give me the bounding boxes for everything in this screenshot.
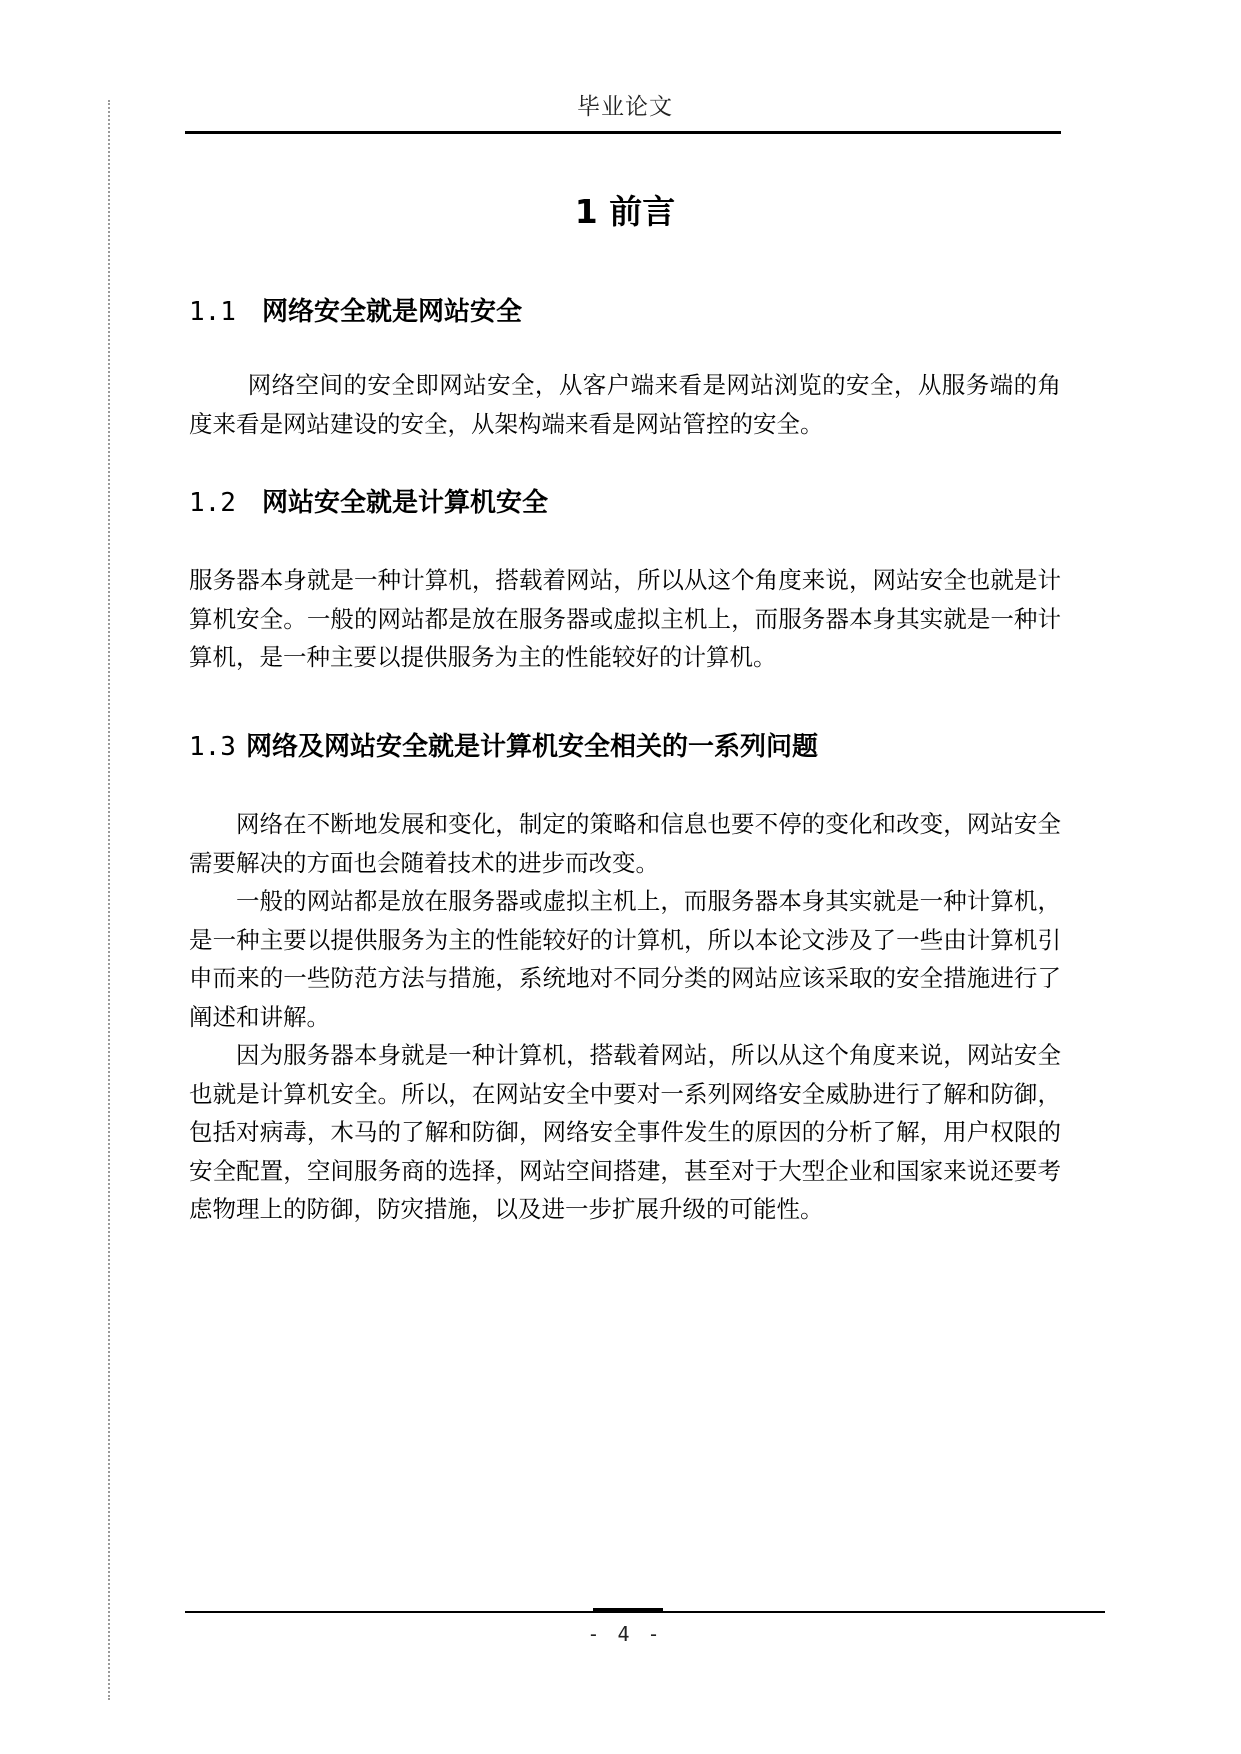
section-number: 1.1 [189, 297, 236, 327]
body-paragraph: 因为服务器本身就是一种计算机，搭载着网站，所以从这个角度来说，网站安全也就是计算机安全。所以，在网站安全中要对一系列网络安全威胁进行了解和防御，包括对病毒，木马的了解和防御，网络安全事件发生的原因的分析了解，用户权限的安全配置，空间服务商的选择，网站空间搭建，甚至对于大型企业和国家来说还要考虑物理上的防御，防灾措施，以及进一步扩展升级的可能性。 [189, 1041, 1061, 1223]
section-heading-1-1 [189, 291, 522, 328]
body-paragraph: 一般的网站都是放在服务器或虚拟主机上，而服务器本身其实就是一种计算机，是一种主要以提供服务为主的性能较好的计算机，所以本论文涉及了一些由计算机引申而来的一些防范方法与措施，系统地对不同分类的网站应该采取的安全措施进行了阐述和讲解。 [189, 887, 1061, 1031]
page-number: - 4 - [587, 1622, 663, 1646]
section-number: 1.3 [189, 732, 236, 762]
section-title: 网站安全就是计算机安全 [261, 488, 548, 518]
section-title: 网络及网站安全就是计算机安全相关的一系列问题 [245, 732, 818, 762]
binding-dotted-line [108, 100, 110, 1700]
body-paragraph: 服务器本身就是一种计算机，搭载着网站，所以从这个角度来说，网站安全也就是计算机安全。一般的网站都是放在服务器或虚拟主机上，而服务器本身其实就是一种计算机，是一种主要以提供服务为主的性能较好的计算机。 [189, 566, 1061, 671]
header-rule [185, 131, 1061, 134]
footer-rule [185, 1611, 1105, 1613]
section-number: 1.2 [189, 488, 236, 518]
section-title: 网络安全就是网站安全 [261, 297, 522, 327]
section-heading-1-2 [189, 482, 548, 519]
body-paragraph: 网络在不断地发展和变化，制定的策略和信息也要不停的变化和改变，网站安全需要解决的方面也会随着技术的进步而改变。 [189, 810, 1061, 877]
body-paragraph: 网络空间的安全即网站安全，从客户端来看是网站浏览的安全，从服务端的角度来看是网站建设的安全，从架构端来看是网站管控的安全。 [189, 371, 1061, 438]
running-header: 毕业论文 [577, 94, 673, 120]
chapter-title: 1 前言 [574, 192, 676, 231]
section-heading-1-3 [189, 726, 818, 763]
